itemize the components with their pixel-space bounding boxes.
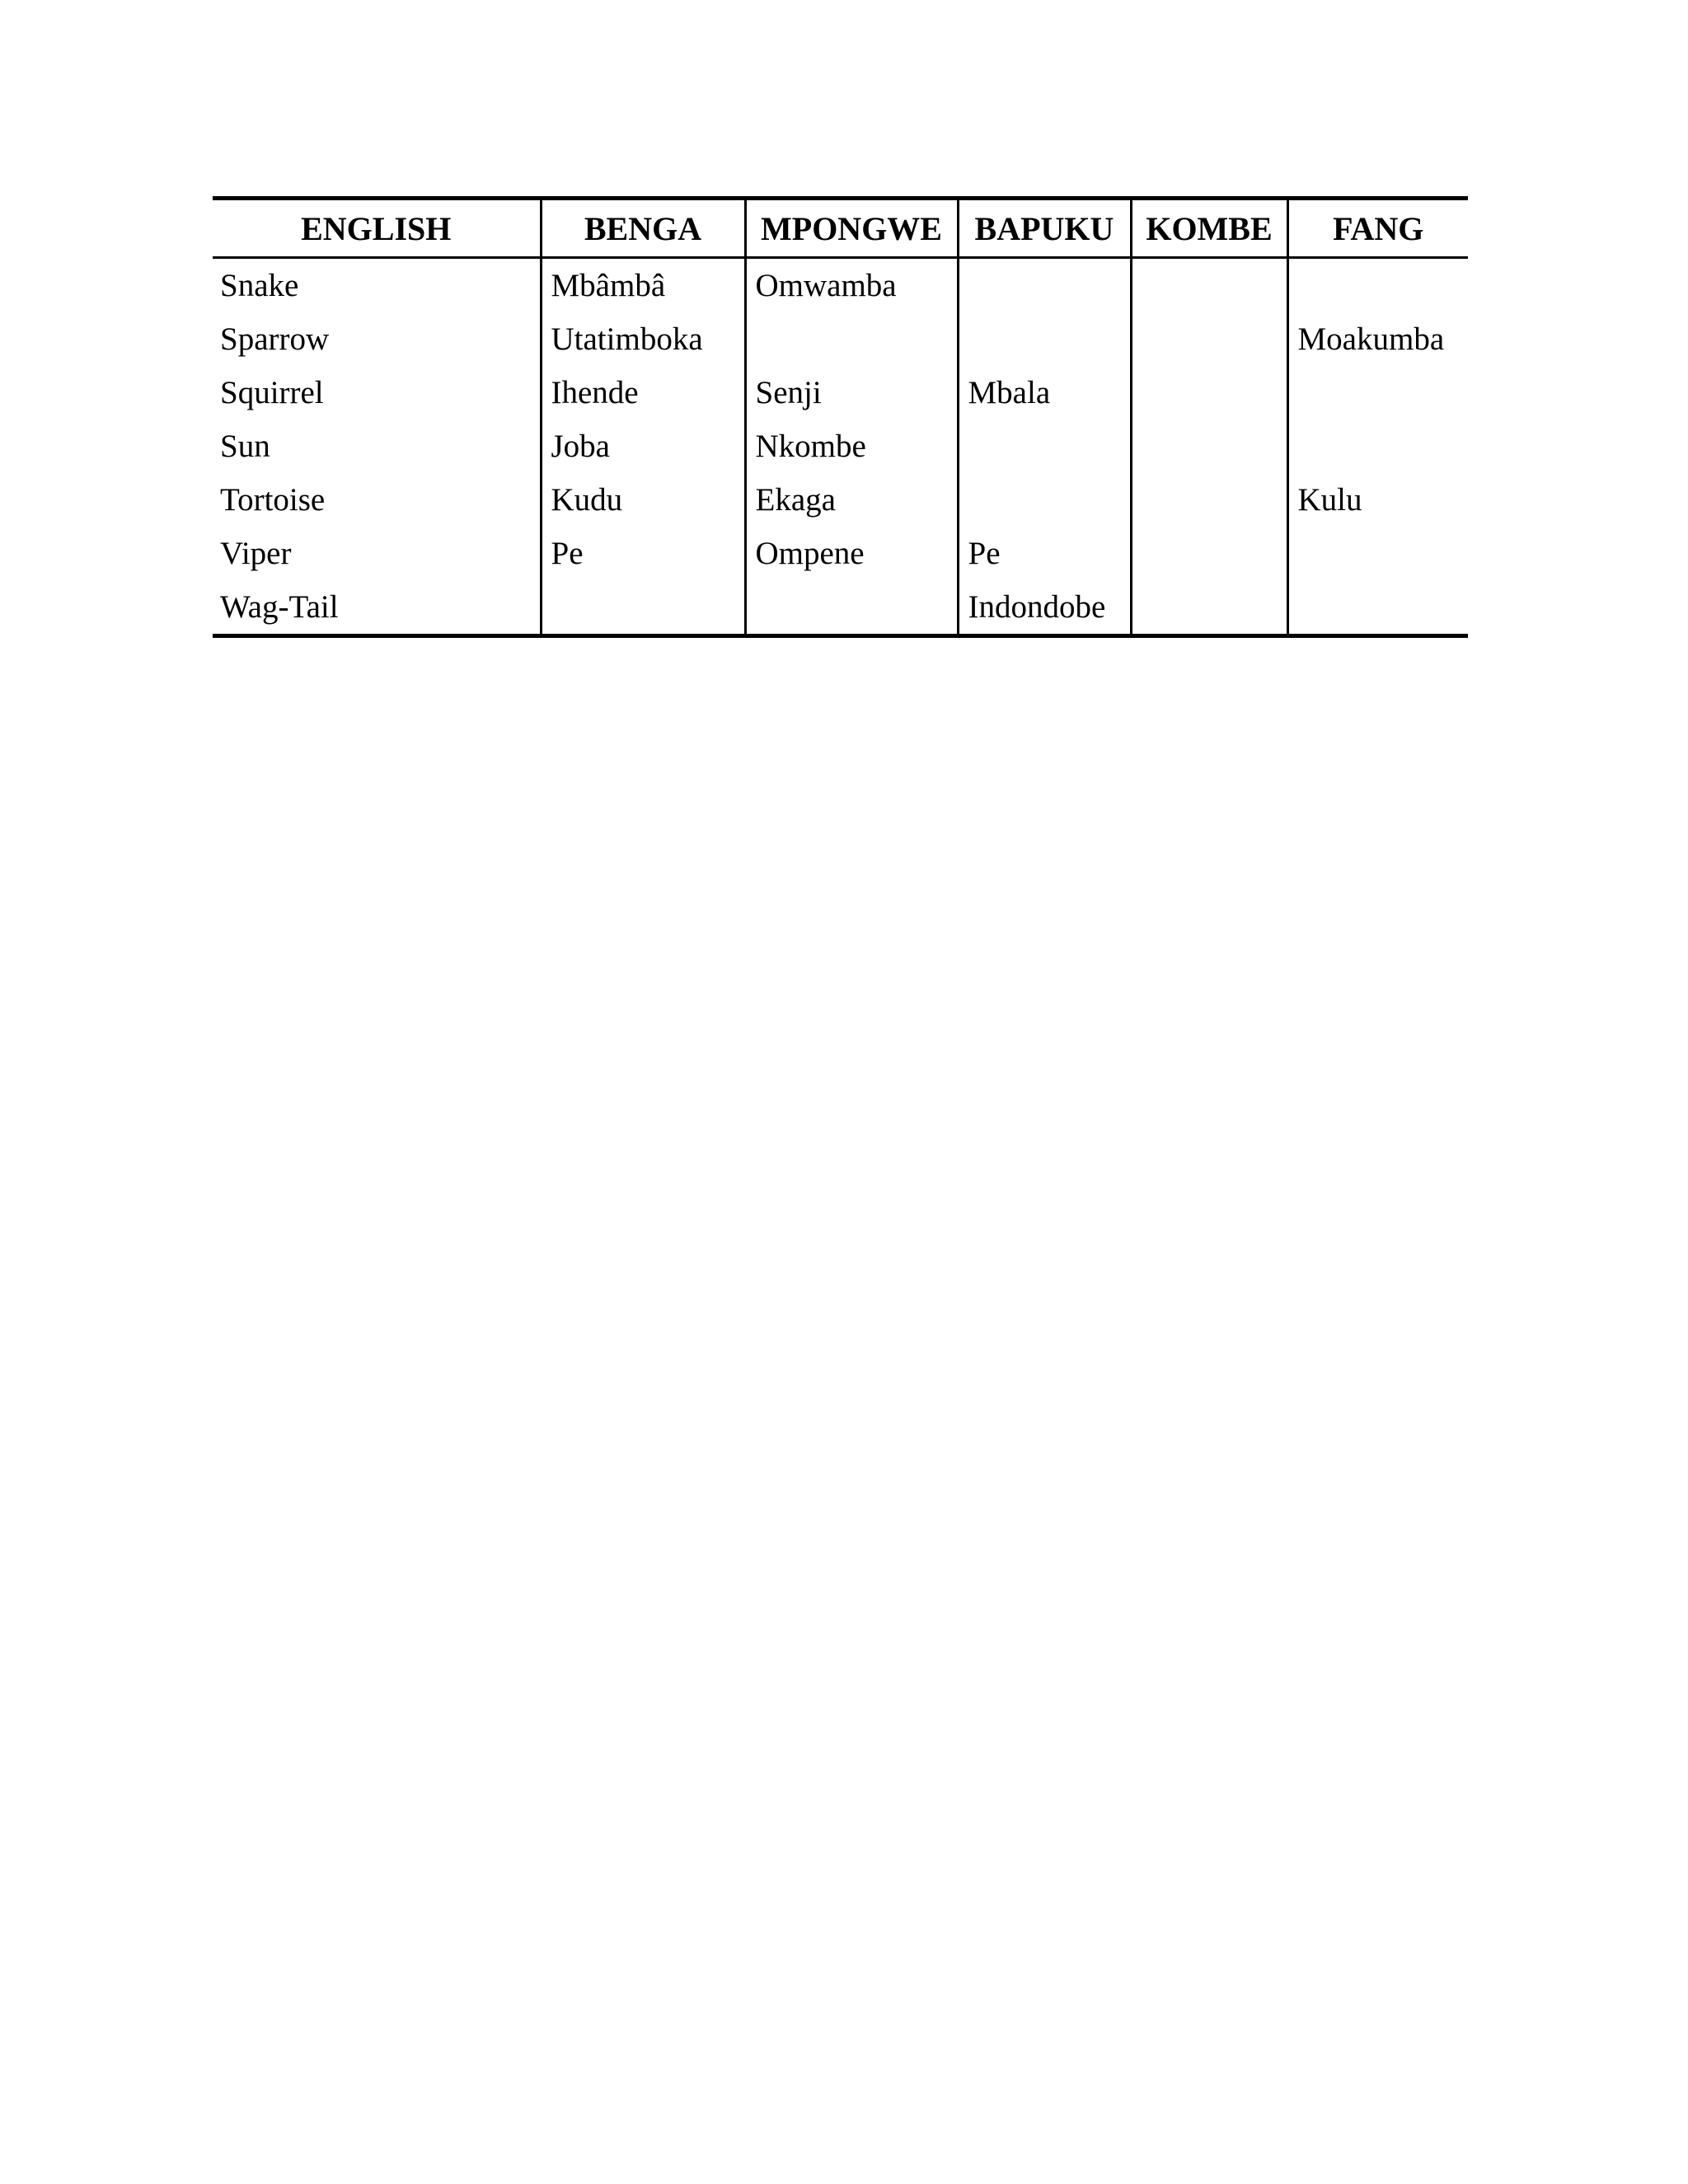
cell-english: Squirrel (220, 375, 324, 410)
cell-english: Tortoise (220, 482, 326, 518)
column-header-fang: FANG (1287, 199, 1468, 258)
cell-benga: Joba (541, 419, 745, 473)
cell-fang (1287, 366, 1468, 419)
cell-benga: Mbâmbâ (541, 258, 745, 313)
cell-bapuku: Pe (958, 527, 1131, 580)
cell-bapuku (958, 473, 1131, 527)
column-header-bapuku: BAPUKU (958, 199, 1131, 258)
cell-benga: Pe (541, 527, 745, 580)
cell-bapuku (958, 258, 1131, 313)
cell-fang (1287, 419, 1468, 473)
cell-english: Wag-Tail (220, 589, 339, 625)
cell-bapuku: Indondobe (958, 580, 1131, 636)
column-header-kombe: KOMBE (1131, 199, 1287, 258)
cell-fang (1287, 527, 1468, 580)
vocabulary-table (213, 196, 1468, 638)
cell-english: Viper (220, 536, 292, 571)
cell-mpongwe: Senji (745, 366, 958, 419)
cell-english: Snake (220, 268, 299, 303)
cell-kombe (1131, 312, 1287, 366)
column-header-benga: BENGA (541, 199, 745, 258)
column-header-mpongwe: MPONGWE (745, 199, 958, 258)
cell-mpongwe (745, 312, 958, 366)
cell-kombe (1131, 258, 1287, 313)
cell-fang: Kulu (1287, 473, 1468, 527)
cell-mpongwe: Omwamba (745, 258, 958, 313)
cell-kombe (1131, 366, 1287, 419)
cell-fang (1287, 258, 1468, 313)
cell-fang: Moakumba (1287, 312, 1468, 366)
table-row (213, 419, 1468, 473)
table-row (213, 312, 1468, 366)
cell-bapuku (958, 419, 1131, 473)
cell-kombe (1131, 419, 1287, 473)
cell-benga: Utatimboka (541, 312, 745, 366)
cell-mpongwe (745, 580, 958, 636)
cell-mpongwe: Nkombe (745, 419, 958, 473)
table-header-row (213, 199, 1468, 258)
cell-kombe (1131, 527, 1287, 580)
table-row (213, 473, 1468, 527)
cell-kombe (1131, 580, 1287, 636)
table-row (213, 366, 1468, 419)
cell-english: Sparrow (220, 321, 330, 357)
cell-mpongwe: Ekaga (745, 473, 958, 527)
cell-bapuku: Mbala (958, 366, 1131, 419)
cell-english: Sun (220, 429, 270, 464)
table-row (213, 258, 1468, 313)
cell-bapuku (958, 312, 1131, 366)
cell-mpongwe: Ompene (745, 527, 958, 580)
cell-benga: Ihende (541, 366, 745, 419)
cell-benga (541, 580, 745, 636)
cell-kombe (1131, 473, 1287, 527)
table-row (213, 527, 1468, 580)
cell-fang (1287, 580, 1468, 636)
column-header-english: ENGLISH (213, 199, 541, 258)
cell-benga: Kudu (541, 473, 745, 527)
table-row (213, 580, 1468, 636)
